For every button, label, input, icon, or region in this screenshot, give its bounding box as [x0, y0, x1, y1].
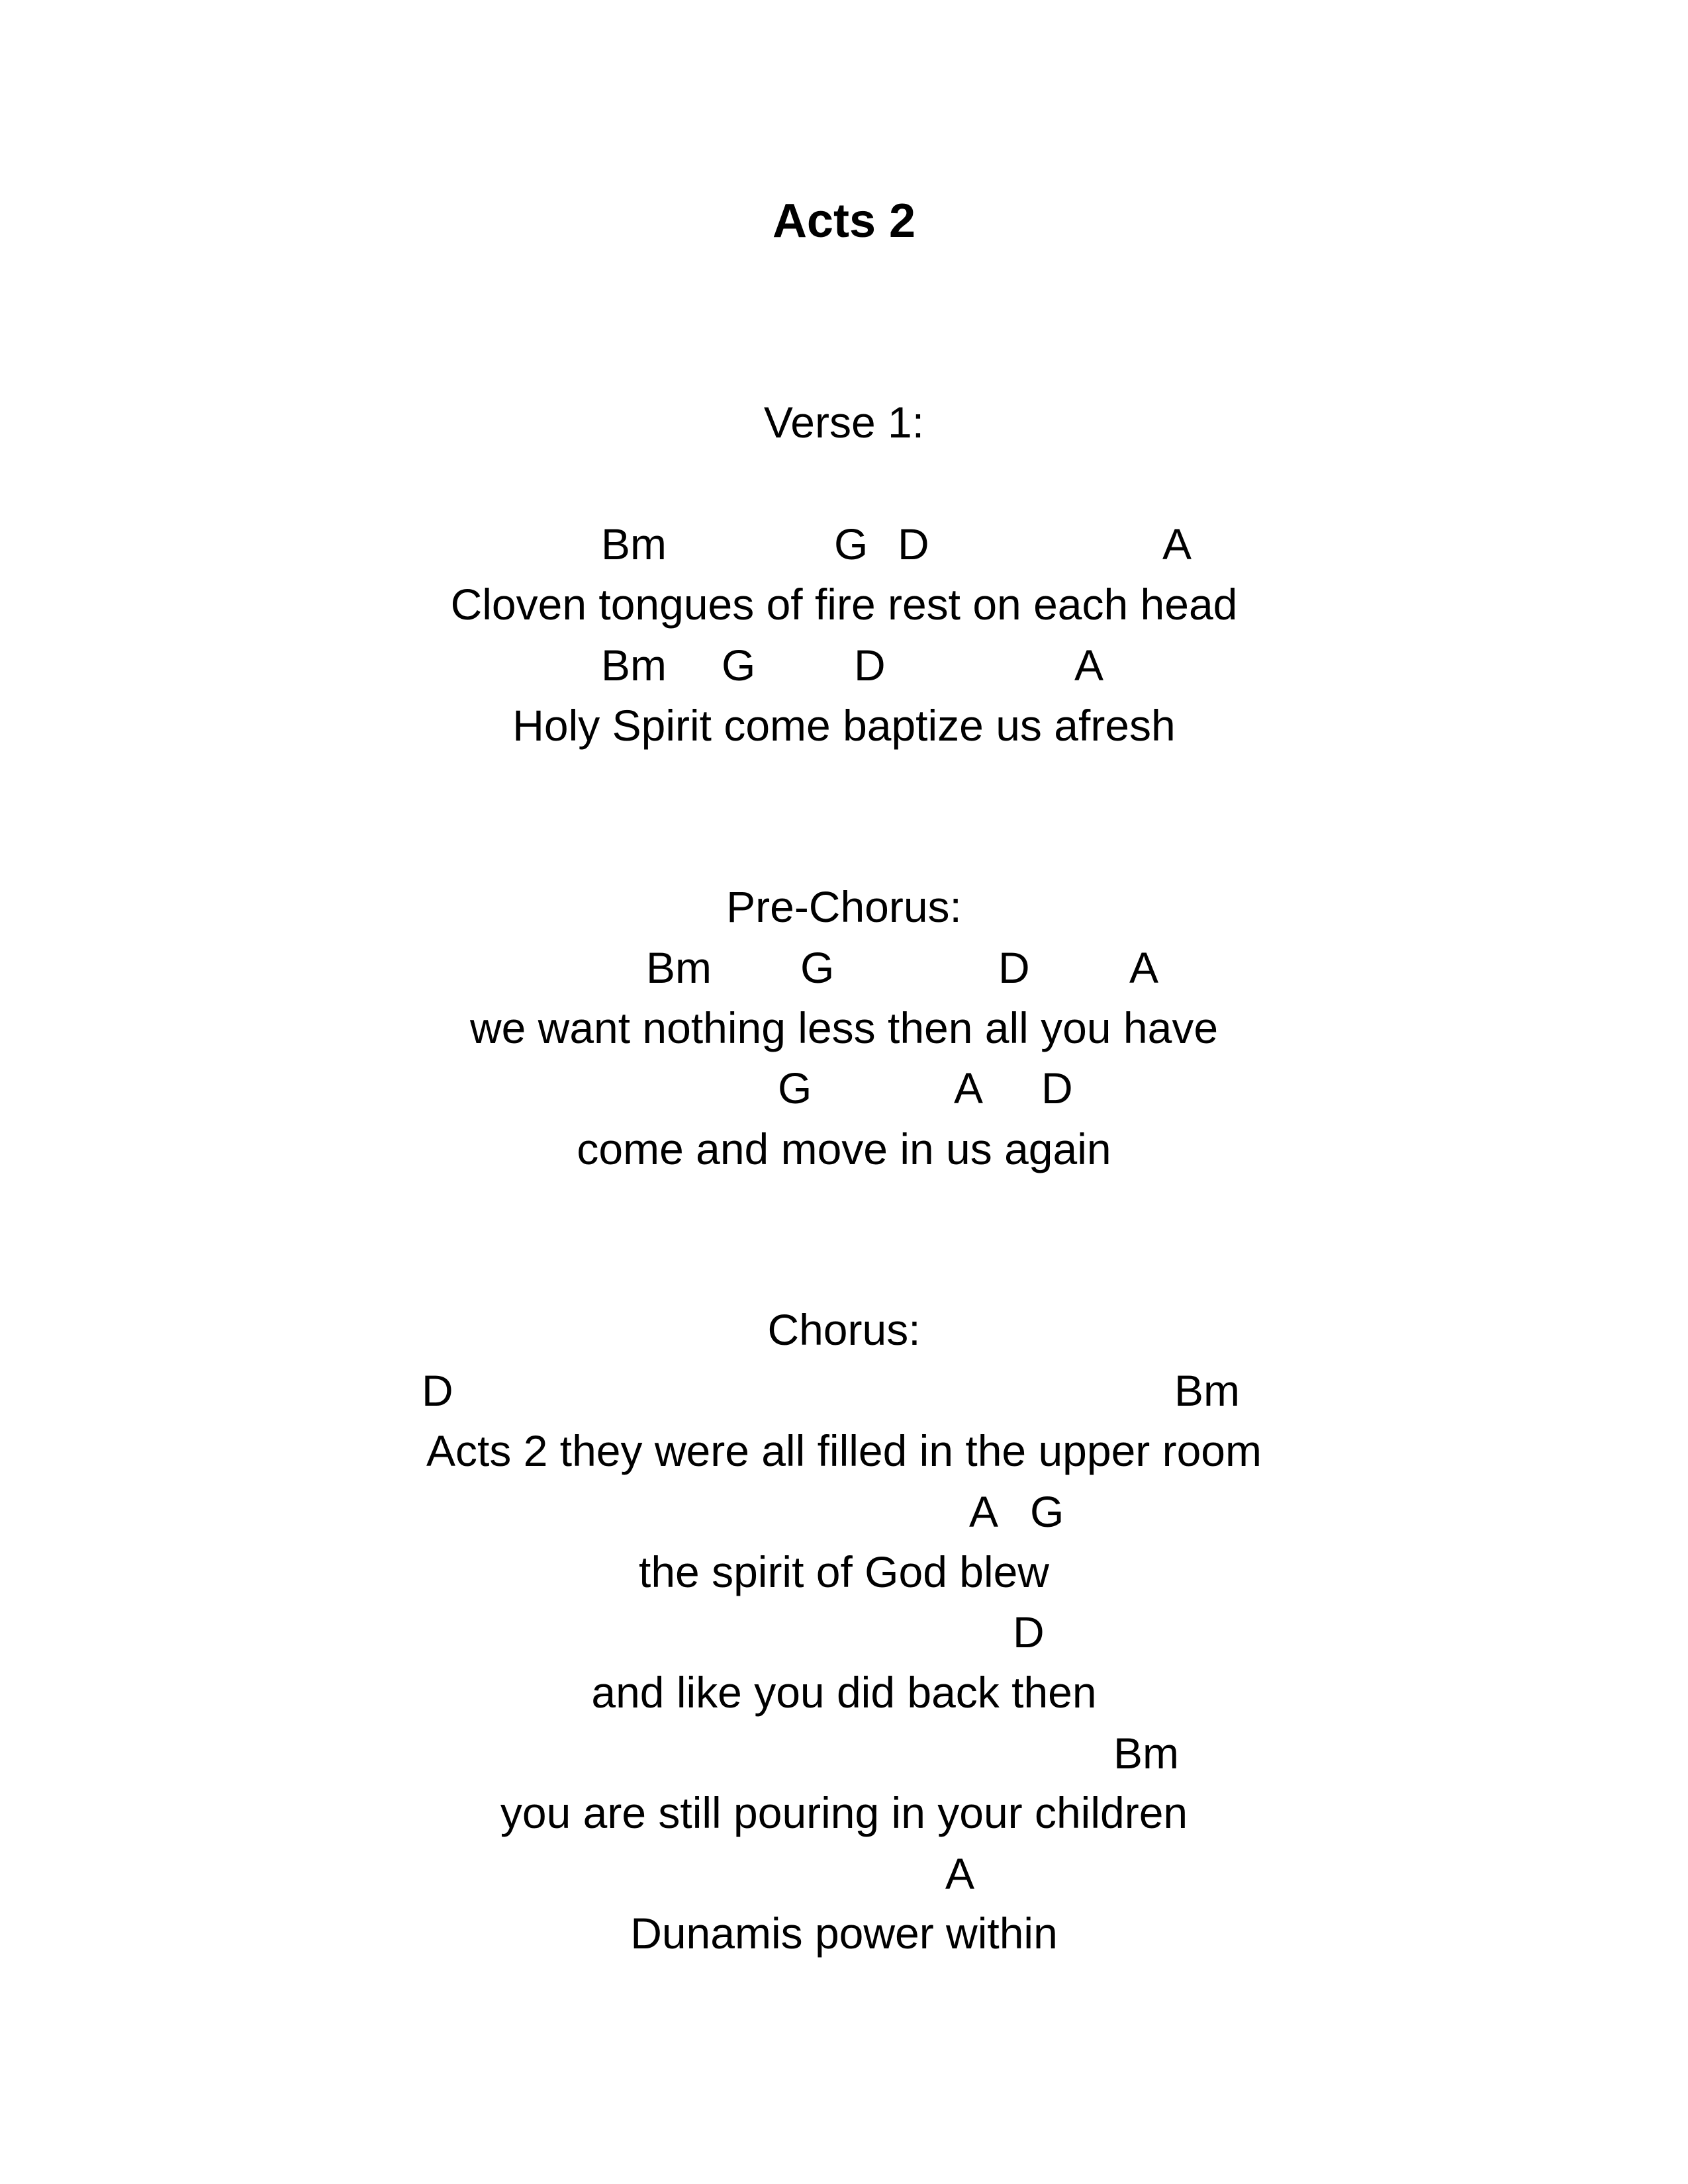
chord: Bm [1113, 1729, 1179, 1778]
chord: Bm [601, 520, 667, 569]
chord: G [834, 520, 868, 569]
chord: Bm [1174, 1366, 1240, 1415]
lyric-line: we want nothing less then all you have [469, 1003, 1219, 1052]
lyric-line: you are still pouring in your children [500, 1788, 1188, 1837]
chord: A [945, 1849, 975, 1898]
chord: G [1030, 1487, 1064, 1536]
chord: Bm [601, 641, 667, 690]
chord: D [854, 641, 886, 690]
chord: G [800, 943, 835, 992]
chord: A [954, 1064, 984, 1113]
chord: G [778, 1064, 812, 1113]
chord: A [1162, 520, 1192, 569]
chord: D [898, 520, 929, 569]
lyric-line: Dunamis power within [630, 1909, 1058, 1958]
chord: A [1129, 943, 1159, 992]
prechorus-heading: Pre-Chorus: [726, 882, 962, 931]
chord: G [722, 641, 756, 690]
chord: Bm [646, 943, 712, 992]
chorus-heading: Chorus: [767, 1305, 921, 1354]
chord: D [422, 1366, 453, 1415]
lyric-line: Acts 2 they were all filled in the upper room [426, 1426, 1262, 1475]
chord: D [1041, 1064, 1073, 1113]
chord: A [1074, 641, 1104, 690]
verse1-heading: Verse 1: [763, 398, 925, 447]
lyric-line: the spirit of God blew [639, 1547, 1049, 1596]
song-title: Acts 2 [772, 195, 916, 248]
chord: D [1013, 1608, 1045, 1657]
lyric-line: Cloven tongues of fire rest on each head [450, 580, 1238, 629]
lyric-line: and like you did back then [591, 1668, 1097, 1717]
chord: D [998, 943, 1030, 992]
lyric-line: Holy Spirit come baptize us afresh [512, 701, 1176, 750]
lyric-line: come and move in us again [577, 1124, 1111, 1173]
chord: A [969, 1487, 999, 1536]
